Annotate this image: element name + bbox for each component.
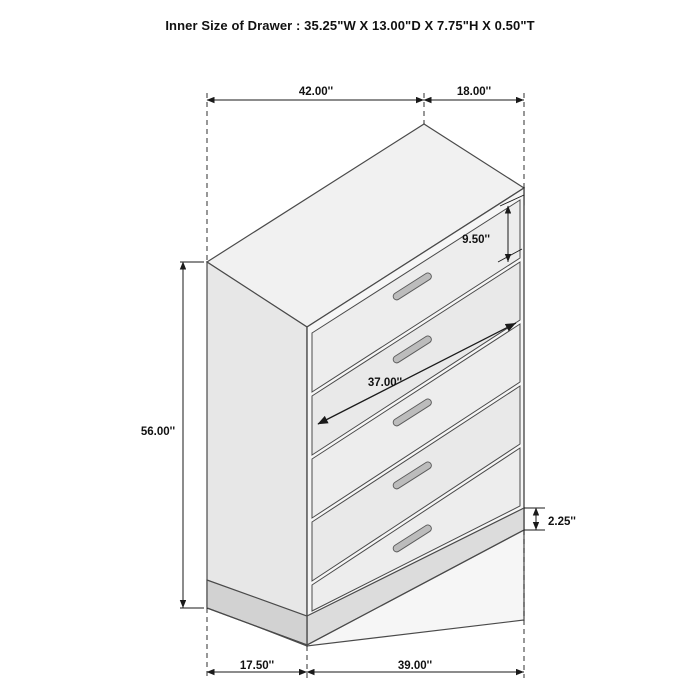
page-title: Inner Size of Drawer : 35.25"W X 13.00"D X 7.75"H X 0.50"T: [165, 18, 535, 33]
label-base-depth: 17.50'': [239, 660, 275, 672]
label-base-height: 2.25'': [548, 516, 576, 528]
label-top-section: 9.50'': [462, 234, 490, 246]
chest-illustration: [207, 124, 524, 646]
label-height-total: 56.00'': [140, 426, 176, 438]
label-diagonal: 37.00'': [367, 377, 403, 389]
label-base-width: 39.00'': [397, 660, 433, 672]
label-depth-top: 18.00'': [456, 86, 492, 98]
label-width-top: 42.00'': [298, 86, 334, 98]
